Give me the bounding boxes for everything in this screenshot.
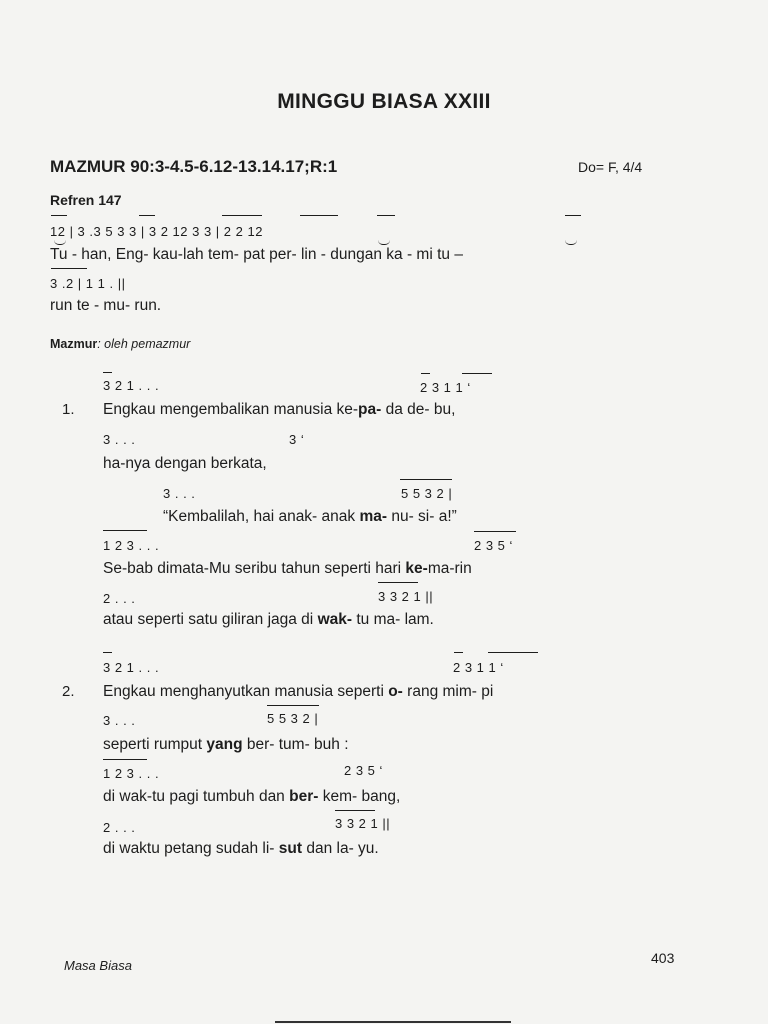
- beam-line: [103, 652, 112, 653]
- psalm-intro: [50, 337, 190, 351]
- beam-line: [300, 215, 338, 216]
- lyric-text: Se-bab dimata-Mu seribu tahun seperti hari: [103, 560, 406, 577]
- verse-notes-right: 3 3 2 1 ||: [378, 589, 434, 604]
- intro-text: : oleh pemazmur: [97, 337, 191, 351]
- verse-lyric-line: [103, 736, 349, 754]
- lyric-text: dan la- yu.: [302, 840, 379, 857]
- lyric-text: ha-nya dengan berkata,: [103, 455, 267, 472]
- verse-notes-right: 2 3 1 1 ‘: [420, 380, 471, 395]
- beam-line: [421, 373, 430, 374]
- lyric-text: tu ma- lam.: [352, 611, 434, 628]
- beam-line: [462, 373, 492, 374]
- intro-label: Mazmur: [50, 337, 98, 351]
- verse-notes-right: 5 5 3 2 |: [267, 711, 319, 726]
- beam-line: [267, 705, 319, 706]
- lyric-stressed: yang: [206, 736, 243, 753]
- verse-notes-right: 3 3 2 1 ||: [335, 816, 391, 831]
- refrain-lyrics-line-2: run te - mu- run.: [50, 297, 162, 314]
- verse-notes-left: 1 2 3 . . .: [103, 766, 160, 781]
- lyric-text: “Kembalilah, hai anak- anak: [163, 508, 360, 525]
- beam-line: [454, 652, 463, 653]
- lyric-stressed: ke-: [405, 560, 428, 577]
- beam-line: [565, 215, 581, 216]
- lyric-stressed: sut: [278, 840, 303, 857]
- bottom-rule: [275, 1021, 511, 1023]
- lyric-text: Engkau menghanyutkan manusia seperti: [103, 683, 389, 700]
- lyric-text: di waktu petang sudah li-: [103, 840, 279, 857]
- refrain-lyrics-line-1: Tu - han, Eng- kau-lah tem- pat per- lin - dungan ka - mi tu –: [50, 246, 463, 263]
- footer-section-label: Masa Biasa: [64, 958, 132, 973]
- beam-line: [103, 530, 147, 531]
- lyric-text: kem- bang,: [318, 788, 401, 805]
- verse-number: 2.: [62, 683, 75, 700]
- beam-line: [139, 215, 155, 216]
- beam-line: [377, 215, 395, 216]
- verse-lyric-line: [163, 508, 457, 526]
- beam-line: [51, 215, 67, 216]
- lyric-text: nu- si- a!”: [387, 508, 457, 525]
- lyric-stressed: wak-: [317, 611, 353, 628]
- lyric-text: Engkau mengembalikan manusia ke-: [103, 401, 359, 418]
- beam-line: [488, 652, 538, 653]
- lyric-text: da de- bu,: [381, 401, 456, 418]
- verse-lyric-line: [103, 611, 434, 629]
- verse-lyric-line: [103, 683, 493, 701]
- verse-notes-left: 3 . . .: [163, 486, 196, 501]
- lyric-text: rang mim- pi: [402, 683, 494, 700]
- beam-line: [103, 372, 112, 373]
- verse-lyric-line: [103, 840, 379, 858]
- lyric-text: ma-rin: [427, 560, 472, 577]
- beam-line: [474, 531, 516, 532]
- key-signature: Do= F, 4/4: [578, 159, 643, 175]
- verse-notes-left: 3 2 1 . . .: [103, 660, 160, 675]
- lyric-text: atau seperti satu giliran jaga di: [103, 611, 318, 628]
- lyric-text: di wak-tu pagi tumbuh dan: [103, 788, 290, 805]
- verse-notes-left: 1 2 3 . . .: [103, 538, 160, 553]
- verse-notes-left: 3 . . .: [103, 713, 136, 728]
- verse-lyric-line: [103, 560, 472, 578]
- lyric-stressed: ma-: [359, 508, 388, 525]
- slur-mark: [378, 240, 390, 245]
- psalm-heading: MAZMUR 90:3-4.5-6.12-13.14.17;R:1: [50, 157, 338, 176]
- verse-notes-left: 2 . . .: [103, 591, 136, 606]
- beam-line: [51, 268, 87, 269]
- lyric-text: ber- tum- buh :: [242, 736, 349, 753]
- verse-lyric-line: [103, 788, 400, 806]
- verse-number: 1.: [62, 401, 75, 418]
- verse-notes-left: 3 . . .: [103, 432, 136, 447]
- verse-lyric-line: [103, 455, 267, 473]
- refrain-notes-line-2: 3 .2 | 1 1 . ||: [50, 276, 126, 291]
- verse-lyric-line: [103, 401, 455, 419]
- slur-mark: [565, 240, 577, 245]
- verse-notes-left: 3 2 1 . . .: [103, 378, 160, 393]
- verse-notes-right: 2 3 5 ‘: [474, 538, 513, 553]
- verse-notes-left: 2 . . .: [103, 820, 136, 835]
- verse-notes-right: 5 5 3 2 |: [401, 486, 453, 501]
- verse-notes-right: 3 ‘: [289, 432, 305, 447]
- lyric-text: seperti rumput: [103, 736, 207, 753]
- beam-line: [378, 582, 418, 583]
- beam-line: [400, 479, 452, 480]
- refrain-notes-line-1: 12 | 3 .3 5 3 3 | 3 2 12 3 3 | 2 2 12: [50, 224, 263, 239]
- beam-line: [103, 759, 147, 760]
- verse-notes-right: 2 3 1 1 ‘: [453, 660, 504, 675]
- slur-mark: [54, 240, 66, 245]
- refrain-label: Refren 147: [50, 192, 122, 208]
- lyric-stressed: o-: [388, 683, 403, 700]
- beam-line: [222, 215, 262, 216]
- verse-notes-right: 2 3 5 ‘: [344, 763, 383, 778]
- lyric-stressed: pa-: [358, 401, 382, 418]
- beam-line: [335, 810, 375, 811]
- lyric-stressed: ber-: [289, 788, 319, 805]
- page-title: MINGGU BIASA XXIII: [277, 90, 491, 113]
- page-number: 403: [651, 950, 675, 966]
